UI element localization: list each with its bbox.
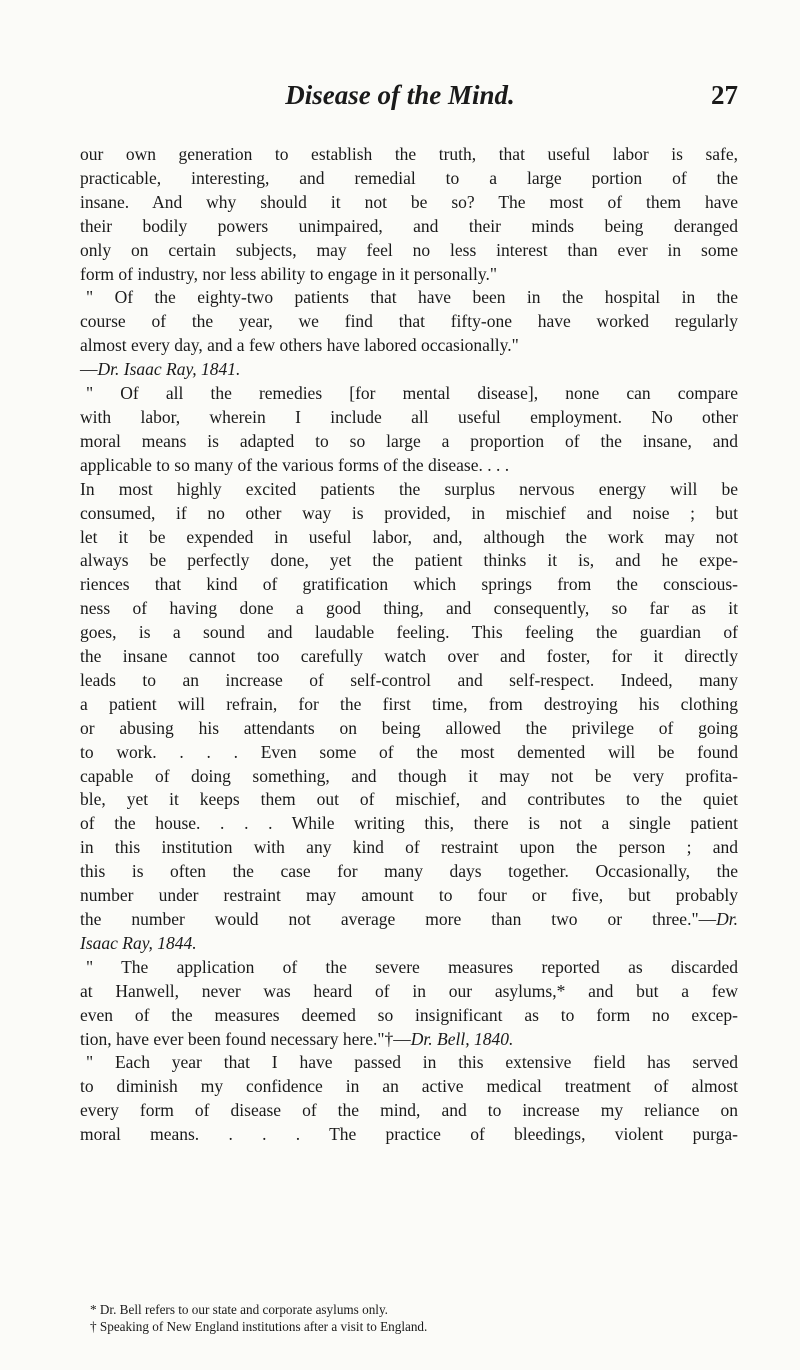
page-number: 27 — [711, 80, 738, 110]
page-header — [0, 80, 800, 120]
text-line: leads to an increase of self-control and self-respect. Indeed, many — [80, 669, 738, 690]
citation-ray-1844-b: Isaac Ray, 1844. — [80, 932, 197, 953]
text-line: almost every day, and a few others have labored occasionally." — [80, 335, 519, 356]
text-line: our own generation to establish the truth, that useful labor is safe, — [80, 144, 738, 164]
text-line: " The application of the severe measures reported as discarded — [86, 956, 738, 977]
text-line: insane. And why should it not be so? The most of them have — [80, 191, 738, 212]
dash: — — [80, 359, 98, 380]
text-line: only on certain subjects, may feel no less interest than ever in some — [80, 239, 738, 260]
citation-line — [80, 932, 738, 956]
citation-bell-1840: Dr. Bell, 1840. — [410, 1028, 514, 1049]
text-line: even of the measures deemed so insignificant as to form no excep- — [80, 1004, 738, 1025]
text-line: consumed, if no other way is provided, in mischief and noise ; but — [80, 502, 738, 523]
text-line: capable of doing something, and though it may not be very profita- — [80, 765, 738, 786]
text-line: to work. . . . Even some of the most demented will be found — [80, 741, 738, 762]
text-line: the insane cannot too carefully watch over and foster, for it directly — [80, 646, 738, 667]
text-line: moral means. . . . The practice of bleedings, violent purga- — [80, 1124, 738, 1145]
text-line: moral means is adapted to so large a proportion of the insane, and — [80, 430, 738, 451]
body-text — [80, 143, 738, 1147]
text-line: or abusing his attendants on being allowed the privilege of going — [80, 717, 738, 738]
text-line: ble, yet it keeps them out of mischief, and contributes to the quiet — [80, 789, 738, 810]
text-line: in this institution with any kind of restraint upon the person ; and — [80, 837, 738, 858]
text-line: goes, is a sound and laudable feeling. This feeling the guardian of — [80, 622, 738, 643]
text-line: every form of disease of the mind, and to increase my reliance on — [80, 1100, 738, 1121]
citation-line — [80, 1028, 738, 1052]
text-line: number under restraint may amount to four or five, but probably — [80, 885, 738, 906]
text-line: of the house. . . . While writing this, there is not a single patient — [80, 813, 738, 834]
text-line: " Of all the remedies [for mental disease], none can compare — [86, 383, 738, 404]
text-line: practicable, interesting, and remedial to a large portion of the — [80, 167, 738, 188]
text-line: with labor, wherein I include all useful employment. No other — [80, 406, 738, 427]
running-head: Disease of the Mind. — [285, 80, 515, 110]
footnote-dagger: † Speaking of New England institutions after a visit to England. — [90, 1319, 428, 1334]
text-line: course of the year, we find that fifty-one have worked regularly — [80, 311, 738, 332]
text-segment: tion, have ever been found necessary here."†— — [80, 1028, 411, 1049]
citation-ray-1841: Dr. Isaac Ray, 1841. — [97, 359, 241, 380]
text-line: to diminish my confidence in an active medical treatment of almost — [80, 1076, 738, 1097]
text-segment: the number would not average more than two or three."— — [80, 909, 717, 929]
text-line: In most highly excited patients the surplus nervous energy will be — [80, 478, 738, 499]
text-line: riences that kind of gratification which springs from the conscious- — [80, 574, 738, 595]
text-line: " Each year that I have passed in this extensive field has served — [86, 1052, 738, 1073]
footnotes — [90, 1301, 740, 1335]
citation-line — [80, 358, 738, 382]
footnote-asterisk: * Dr. Bell refers to our state and corporate asylums only. — [90, 1302, 388, 1317]
text-line: let it be expended in useful labor, and, although the work may not — [80, 526, 738, 547]
citation-ray-1844-a: Dr. — [716, 909, 738, 929]
text-line: applicable to so many of the various forms of the disease. . . . — [80, 454, 510, 475]
text-line: a patient will refrain, for the first time, from destroying his clothing — [80, 693, 738, 714]
text-line: always be perfectly done, yet the patient thinks it is, and he expe- — [80, 550, 738, 571]
text-line: their bodily powers unimpaired, and their minds being deranged — [80, 215, 738, 236]
text-line: ness of having done a good thing, and consequently, so far as it — [80, 598, 738, 619]
text-line: " Of the eighty-two patients that have been in the hospital in the — [86, 287, 738, 308]
citation-line — [80, 908, 738, 932]
text-line: form of industry, nor less ability to engage in it personally." — [80, 263, 498, 284]
text-line: at Hanwell, never was heard of in our asylums,* and but a few — [80, 980, 738, 1001]
text-line: this is often the case for many days together. Occasionally, the — [80, 861, 738, 882]
